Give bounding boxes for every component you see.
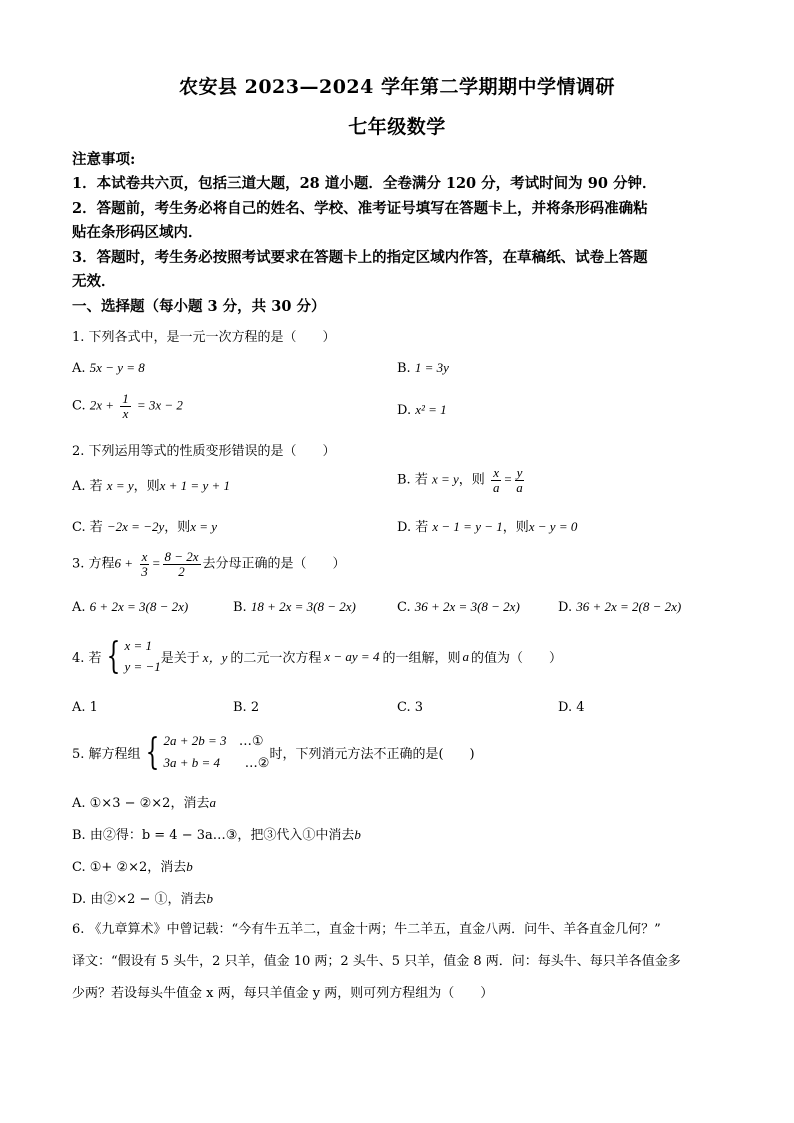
math-expression: 5x − y = 8 <box>89 360 145 375</box>
q5-option-b <box>72 824 361 843</box>
q2-option-b <box>397 466 527 494</box>
q3-option-a <box>72 599 188 615</box>
q1-option-b <box>397 360 449 376</box>
option-label: D. 若 <box>397 520 429 535</box>
option-label: B. <box>233 600 247 615</box>
numerator: x <box>141 549 148 564</box>
stem-text: 的二元一次方程 <box>230 651 322 667</box>
stem-text: 时，下列消元方法不正确的是( ) <box>269 747 475 763</box>
brace-icon: { <box>145 731 159 773</box>
notice-item-2b: 贴在条形码区域内． <box>72 224 203 241</box>
q5-option-c <box>72 856 193 875</box>
question-2-stem: 2. 下列运用等式的性质变形错误的是（ ） <box>72 444 336 459</box>
q2-option-a <box>72 475 230 494</box>
denominator: x <box>122 405 129 421</box>
notice-item-2a: 2．答题前，考生务必将自己的姓名、学校、准考证号填写在答题卡上，并将条形码准确粘 <box>72 200 648 217</box>
stem-text: 是关于 <box>160 651 200 667</box>
equation-tag: …① <box>238 734 264 749</box>
math-expression: x − y = 0 <box>528 519 578 534</box>
system-row: x = 1 <box>124 638 152 653</box>
math-expression: −2x = −2y <box>106 519 165 534</box>
q4-option-b: B. 2 <box>233 700 260 715</box>
option-label: A. 若 <box>72 479 103 494</box>
denominator: a <box>516 479 523 495</box>
question-5-stem <box>72 731 475 775</box>
question-6-line-3: 少两？若设每头牛值金 x 两，每只羊值金 y 两，则可列方程组为（ ） <box>72 986 494 1001</box>
numerator: 1 <box>122 391 129 406</box>
math-expression: = 3x − 2 <box>136 397 183 413</box>
math-expression: b <box>354 827 361 842</box>
stem-text: 3. 方程 <box>72 556 115 572</box>
option-label: B. 由②得：b = 4 − 3a…③，把③代入①中消去 <box>72 828 355 843</box>
system-row <box>163 731 269 753</box>
numerator: x <box>493 465 500 480</box>
option-label: A. <box>72 361 86 376</box>
math-expression: 1 = 3y <box>414 360 449 375</box>
denominator: 2 <box>178 563 185 579</box>
math-expression: x = y <box>106 478 134 493</box>
question-6-line-1: 6. 《九章算术》中曾记载：“今有牛五羊二，直金十两；牛二羊五，直金八两．问牛、羊各直金几何？” <box>72 922 661 937</box>
math-expression: x + 1 = y + 1 <box>159 478 230 493</box>
math-expression: b <box>206 891 214 906</box>
option-label: A. <box>72 600 86 615</box>
stem-text: 去分母正确的是（ ） <box>202 556 346 572</box>
math-expression: 6 + <box>114 555 134 571</box>
question-4-stem <box>72 636 562 678</box>
connector-text: ，则 <box>458 472 485 488</box>
stem-text: 4. 若 <box>72 651 102 667</box>
option-label: D. <box>397 403 412 418</box>
q3-option-d <box>558 599 681 615</box>
numerator: y <box>516 465 523 480</box>
option-label: B. 若 <box>397 472 428 488</box>
math-expression: x = y <box>431 471 459 487</box>
math-expression: x，y <box>202 650 228 666</box>
notice-item-3b: 无效． <box>72 273 116 290</box>
math-expression: 36 + 2x = 2(8 − 2x) <box>576 599 682 614</box>
denominator: 3 <box>141 563 148 579</box>
system-row: y = −1 <box>124 658 161 674</box>
stem-text: 的一组解，则 <box>382 651 461 667</box>
question-1-stem: 1. 下列各式中，是一元一次方程的是（ ） <box>72 330 336 345</box>
math-expression: x² = 1 <box>415 402 447 417</box>
equals-sign: = <box>151 555 161 571</box>
equals-sign: = <box>503 471 513 487</box>
math-expression: x = y <box>190 519 218 534</box>
notice-item-1: 1．本试卷共六页，包括三道大题，28 道小题．全卷满分 120 分，考试时间为 90 分钟． <box>72 175 657 192</box>
notice-item-3a: 3．答题时，考生务必按照考试要求在答题卡上的指定区域内作答，在草稿纸、试卷上答题 <box>72 249 648 266</box>
q2-option-c <box>72 516 217 535</box>
math-expression: b <box>186 859 193 874</box>
connector-text: ，则 <box>502 520 529 535</box>
question-3-stem <box>72 550 346 578</box>
math-expression: a <box>462 648 469 664</box>
notice-heading: 注意事项: <box>72 151 136 168</box>
fraction <box>514 466 525 494</box>
q1-option-d <box>397 402 447 418</box>
page-subtitle: 七年级数学 <box>348 116 446 138</box>
math-expression: 3a + b = 4 <box>163 754 220 770</box>
math-expression: x − 1 = y − 1 <box>432 519 503 534</box>
section-heading: 一、选择题（每小题 3 分，共 30 分） <box>72 298 326 315</box>
equation-system <box>141 731 270 775</box>
stem-text: 的值为（ ） <box>470 651 562 667</box>
q2-option-d <box>397 516 577 535</box>
fraction <box>120 392 131 420</box>
math-expression: 2a + 2b = 3 <box>163 733 227 748</box>
equation-system <box>102 636 161 678</box>
q3-option-b <box>233 599 356 615</box>
option-label: A. ①×3 − ②×2，消去 <box>72 796 210 811</box>
math-expression: 36 + 2x = 3(8 − 2x) <box>414 599 520 614</box>
fraction <box>163 550 201 578</box>
system-row <box>163 753 269 775</box>
question-6-line-2: 译文：“假设有 5 头牛，2 只羊，值金 10 两；2 头牛、5 只羊，值金 8 两．问：每头牛、每只羊各值金多 <box>72 954 681 969</box>
option-label: C. ①+ ②×2，消去 <box>72 860 187 875</box>
q4-option-c: C. 3 <box>397 700 424 715</box>
option-label: C. <box>397 600 411 615</box>
option-label: B. <box>397 361 411 376</box>
fraction <box>491 466 502 494</box>
q4-option-a: A. 1 <box>72 700 98 715</box>
connector-text: ，则 <box>164 520 191 535</box>
numerator: 8 − 2x <box>164 549 199 564</box>
q5-option-a <box>72 792 216 811</box>
option-label: C. <box>72 398 86 414</box>
brace-icon: { <box>106 635 120 677</box>
q4-option-d: D. 4 <box>558 700 585 715</box>
option-label: D. 由②×2 − ①，消去 <box>72 892 207 907</box>
math-expression: 2x + <box>89 397 115 413</box>
connector-text: ，则 <box>133 479 160 494</box>
math-expression: 6 + 2x = 3(8 − 2x) <box>89 599 189 614</box>
option-label: C. 若 <box>72 520 103 535</box>
math-expression: a <box>209 795 216 810</box>
math-expression: 18 + 2x = 3(8 − 2x) <box>250 599 356 614</box>
q3-option-c <box>397 599 520 615</box>
q1-option-a <box>72 360 145 376</box>
fraction <box>139 550 150 578</box>
equation-tag: …② <box>244 755 270 771</box>
q1-option-c <box>72 392 183 420</box>
page-title: 农安县 2023—2024 学年第二学期期中学情调研 <box>179 76 615 98</box>
math-expression: x − ay = 4 <box>324 648 380 664</box>
option-label: D. <box>558 600 573 615</box>
stem-text: 5. 解方程组 <box>72 747 141 763</box>
denominator: a <box>492 479 500 495</box>
q5-option-d <box>72 888 213 907</box>
